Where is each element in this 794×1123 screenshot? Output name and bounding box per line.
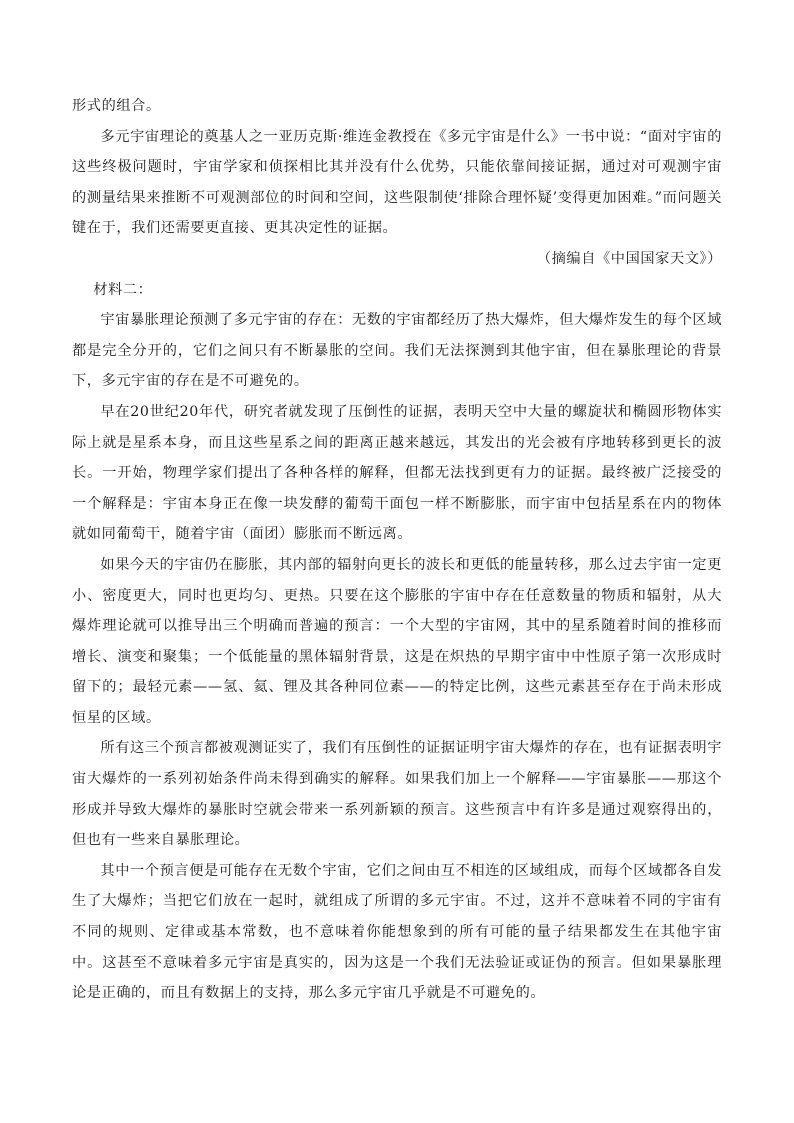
document-page — [72, 91, 722, 1009]
paragraph-three-predictions: 所有这三个预言都被观测证实了，我们有压倒性的证据证明宇宙大爆炸的存在，也有证据表明宇宙大爆炸的一系列初始条件尚未得到确实的解释。如果我们加上一个解释——宇宙暴胀——那这个形成并导致大爆炸的暴胀时空就会带来一系列新颖的预言。这些预言中有许多是通过观察得出的，但也有一些来自暴胀理论。 — [72, 740, 722, 849]
paragraph-expanding-universe: 如果今天的宇宙仍在膨胀，其内部的辐射向更长的波长和更低的能量转移，那么过去宇宙一定更小、密度更大，同时也更均匀、更热。只要在这个膨胀的宇宙中存在任意数量的物质和辐射，从大爆炸理论就可以推导出三个明确而普遍的预言：一个大型的宇宙网，其中的星系随着时间的推移而增长、演变和聚集；一个低能量的黑体辐射背景，这是在炽热的早期宇宙中中性原子第一次形成时留下的；最轻元素——氢、氦、锂及其各种同位素——的特定比例，这些元素甚至存在于尚未形成恒星的区域。 — [72, 556, 722, 726]
source-citation: （摘编自《中国国家天文》） — [536, 250, 722, 267]
paragraph-inflation-prediction: 宇宙暴胀理论预测了多元宇宙的存在：无数的宇宙都经历了热大爆炸，但大爆炸发生的每个区域都是完全分开的，它们之间只有不断暴胀的空间。我们无法探测到其他宇宙，但在暴胀理论的背景下，多元宇宙的存在是不可避免的。 — [72, 312, 722, 390]
paragraph-multiverse-prediction: 其中一个预言便是可能存在无数个宇宙，它们之间由互不相连的区域组成，而每个区域都各自发生了大爆炸；当把它们放在一起时，就组成了所谓的多元宇宙。不过，这并不意味着不同的宇宙有不同的规则、定律或基本常数，也不意味着你能想象到的所有可能的量子结果都发生在其他宇宙中。这甚至不意味着多元宇宙是真实的，因为这是一个我们无法验证或证伪的预言。但如果暴胀理论是正确的，而且有数据上的支持，那么多元宇宙几乎就是不可避免的。 — [72, 862, 722, 1002]
paragraph-1920s-evidence: 早在20世纪20年代，研究者就发现了压倒性的证据，表明天空中大量的螺旋状和椭圆形物体实际上就是星系本身，而且这些星系之间的距离正越来越远，其发出的光会被有序地转移到更长的波长。一开始，物理学家们提出了各种各样的解释，但都无法找到更有力的证据。最终被广泛接受的一个解释是：宇宙本身正在像一块发酵的葡萄干面包一样不断膨胀，而宇宙中包括星系在内的物体就如同葡萄干，随着宇宙（面团）膨胀而不断远离。 — [72, 403, 722, 543]
material-two-heading: 材料二： — [93, 281, 153, 298]
paragraph-continuation: 形式的组合。 — [72, 98, 161, 114]
paragraph-vilenkin-quote: 多元宇宙理论的奠基人之一亚历克斯·维连金教授在《多元宇宙是什么》一书中说：“面对宇宙的这些终极问题时，宇宙学家和侦探相比其并没有什么优势，只能依靠间接证据，通过对可观测宇宙的测量结果来推断不可观测部位的时间和空间，这些限制使‘排除合理怀疑’变得更加困难。”而问题关键在于，我们还需要更直接、更其决定性的证据。 — [72, 128, 722, 237]
